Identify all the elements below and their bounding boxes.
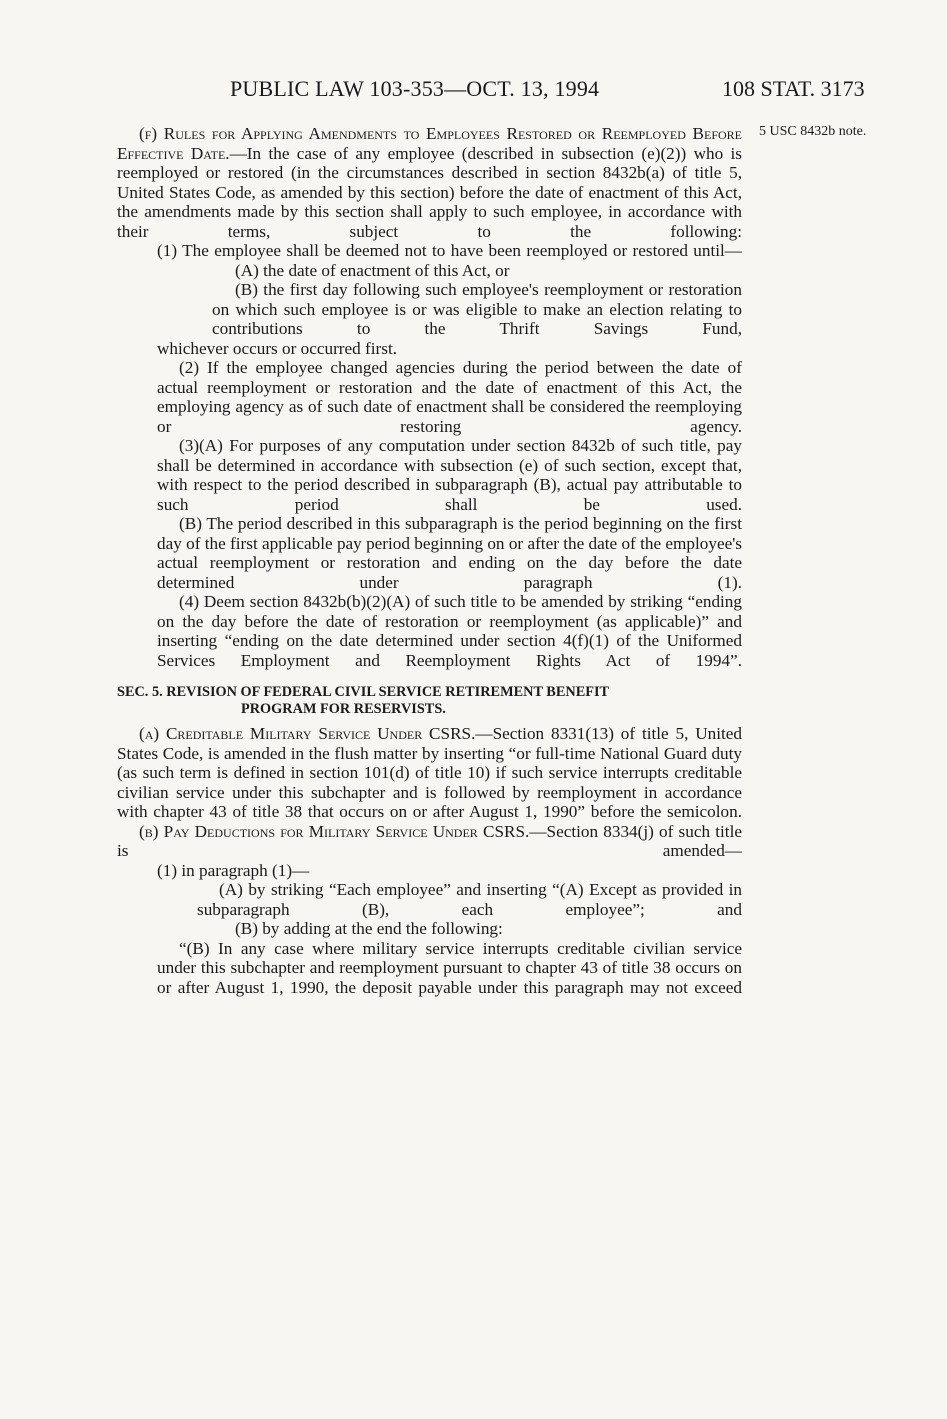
paragraph-b1: (1) in paragraph (1)— [157,860,310,880]
subsection-5a [117,724,742,822]
subparagraph-1B: (B) the first day following such employee's reemployment or restoration on which such employee is or was eligible to make an election relating to contributions to the Thrift Savings Fund, [212,280,742,338]
paragraph-1-tail: whichever occurs or occurred first. [157,338,398,358]
subsection-5b [117,822,742,861]
page-body [117,124,742,997]
subparagraph-b1A: (A) by striking “Each employee” and inserting “(A) Except as provided in subparagraph (B), each employee”; and [197,880,742,919]
paragraph-4: (4) Deem section 8432b(b)(2)(A) of such title to be amended by striking “ending on the day before the date of restoration or reemployment (as applicable)” and inserting “ending on the date determined under section 4(f)(1) of the Uniformed Services Employment and Reemployment Rights Act of 1994”. [157,592,742,670]
quoted-text: “(B) In any case where military service interrupts creditable civilian service under this subchapter and reemployment pursuant to chapter 43 of title 38 occurs on or after August 1, 1990, the deposit payable under this paragraph may not exceed [157,938,742,997]
subsection-5a-text: —Section 8331(13) of title 5, United States Code, is amended in the flush matter by inserting “or full-time National Guard duty (as such term is defined in section 101(d) of title 10) if such service interrupts creditable civilian service under this subchapter and is followed by reemployment in accordance with chapter 43 of title 38 that occurs on or after August 1, 1990” before the semicolon. [117,724,742,821]
section-5-heading-line2: PROGRAM FOR RESERVISTS. [241,701,446,717]
subsection-5b-text: —Section 8334(j) of such title is amended— [117,821,742,860]
subsection-f-intro [117,124,742,241]
margin-note: 5 USC 8432b note. [759,124,867,139]
paragraph-3A: (3)(A) For purposes of any computation under section 8432b of such title, pay shall be determined in accordance with subsection (e) of such section, except that, with respect to the period described in subparagraph (B), actual pay attributable to such period shall be used. [157,436,742,514]
paragraph-3B: (B) The period described in this subparagraph is the period beginning on the first day of the first applicable pay period beginning on or after the date of the employee's actual reemployment or restoration and ending on the day before the date determined under paragraph (1). [157,514,742,592]
page-header [0,76,947,106]
subparagraph-b1B: (B) by adding at the end the following: [235,919,503,938]
section-5-heading [117,684,742,718]
subsection-5a-heading: (a) Creditable Military Service Under CSRS. [139,724,476,743]
subsection-f-heading: (f) Rules for Applying Amendments to Employees Restored or Reemployed Before Effective Date. [117,124,742,163]
stat-citation: 108 STAT. 3173 [722,76,865,101]
subparagraph-1A: (A) the date of enactment of this Act, or [235,260,510,280]
law-title: PUBLIC LAW 103-353—OCT. 13, 1994 [230,76,600,101]
paragraph-2: (2) If the employee changed agencies during the period between the date of actual reemployment or restoration and the date of enactment of this Act, the employing agency as of such date of enactment shall be considered the reemploying or restoring agency. [157,358,742,436]
subsection-5b-heading: (b) Pay Deductions for Military Service Under CSRS. [139,821,530,841]
paragraph-1: (1) The employee shall be deemed not to have been reemployed or restored until— [157,241,742,260]
subsection-f-text: —In the case of any employee (described in subsection (e)(2)) who is reemployed or restored (in the circumstances described in section 8432b(a) of title 5, United States Code, as amended by this section) before the date of enactment of this Act, the amendments made by this section shall apply to such employee, in accordance with their terms, subject to the following: [117,143,742,241]
section-5-heading-line1: SEC. 5. REVISION OF FEDERAL CIVIL SERVICE RETIREMENT BENEFIT [117,684,610,700]
